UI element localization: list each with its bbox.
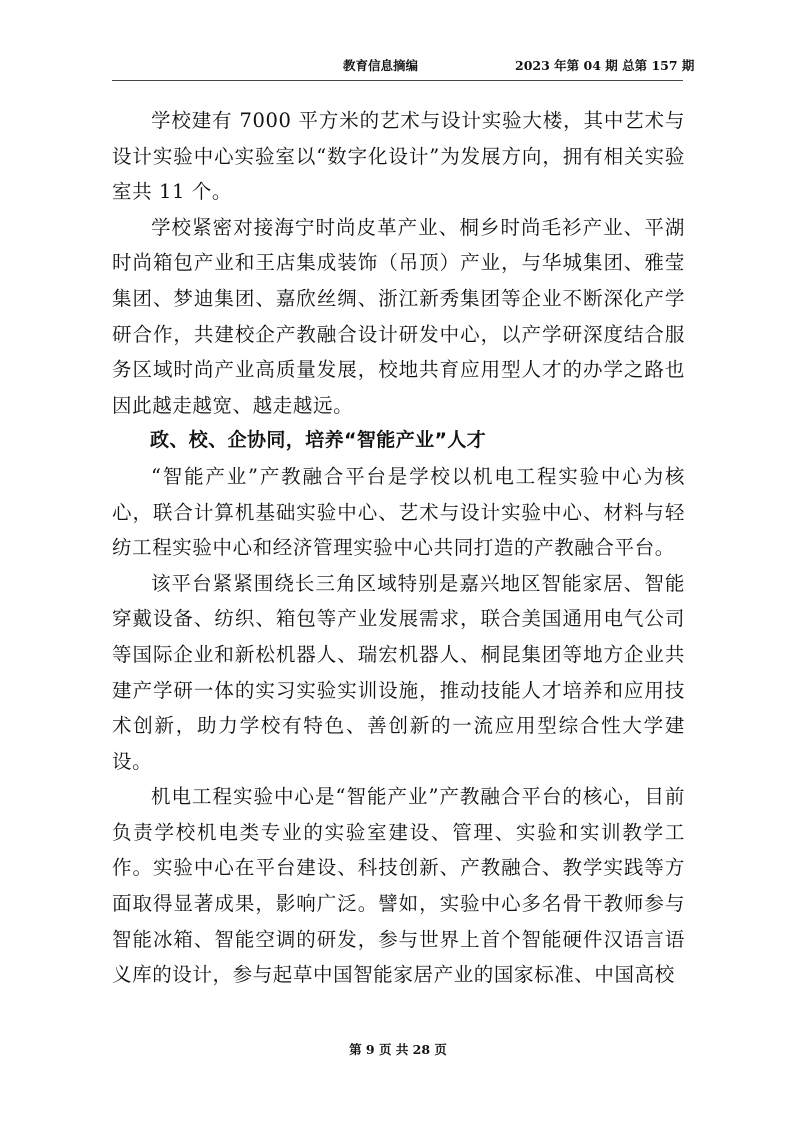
page-footer	[0, 1040, 793, 1058]
header-divider	[112, 80, 683, 81]
body-paragraph: 机电工程实验中心是“智能产业”产教融合平台的核心，目前负责学校机电类专业的实验室建设、管理、实验和实训教学工作。实验中心在平台建设、科技创新、产教融合、教学实践等方面取得显著成果，影响广泛。譬如，实验中心多名骨干教师参与智能冰箱、智能空调的研发，参与世界上首个智能硬件汉语言语义库的设计，参与起草中国智能家居产业的国家标准、中国高校	[112, 785, 685, 987]
page-number: 第 9 页 共 28 页	[349, 1042, 447, 1057]
body-paragraph: 学校建有 7000 平方米的艺术与设计实验大楼，其中艺术与设计实验中心实验室以“数字化设计”为发展方向，拥有相关实验室共 11 个。	[112, 109, 685, 204]
publication-title: 教育信息摘编	[343, 58, 419, 73]
article-body	[112, 103, 685, 993]
body-paragraph: 该平台紧紧围绕长三角区域特别是嘉兴地区智能家居、智能穿戴设备、纺织、箱包等产业发展需求，联合美国通用电气公司等国际企业和新松机器人、瑞宏机器人、桐昆集团等地方企业共建产学研一体的实习实验实训设施，推动技能人才培养和应用技术创新，助力学校有特色、善创新的一流应用型综合性大学建设。	[112, 571, 685, 773]
body-paragraph: 学校紧密对接海宁时尚皮革产业、桐乡时尚毛衫产业、平湖时尚箱包产业和王店集成装饰（吊顶）产业，与华城集团、雅莹集团、梦迪集团、嘉欣丝绸、浙江新秀集团等企业不断深化产学研合作，共建校企产教融合设计研发中心，以产学研深度结合服务区域时尚产业高质量发展，校地共育应用型人才的办学之路也因此越走越宽、越走越远。	[112, 215, 685, 417]
page-header	[0, 56, 793, 76]
body-paragraph: “智能产业”产教融合平台是学校以机电工程实验中心为核心，联合计算机基础实验中心、艺术与设计实验中心、材料与轻纺工程实验中心和经济管理实验中心共同打造的产教融合平台。	[112, 464, 685, 560]
issue-number: 2023 年第 04 期 总第 157 期	[515, 58, 695, 73]
section-heading: 政、校、企协同，培养“智能产业”人才	[150, 429, 487, 452]
